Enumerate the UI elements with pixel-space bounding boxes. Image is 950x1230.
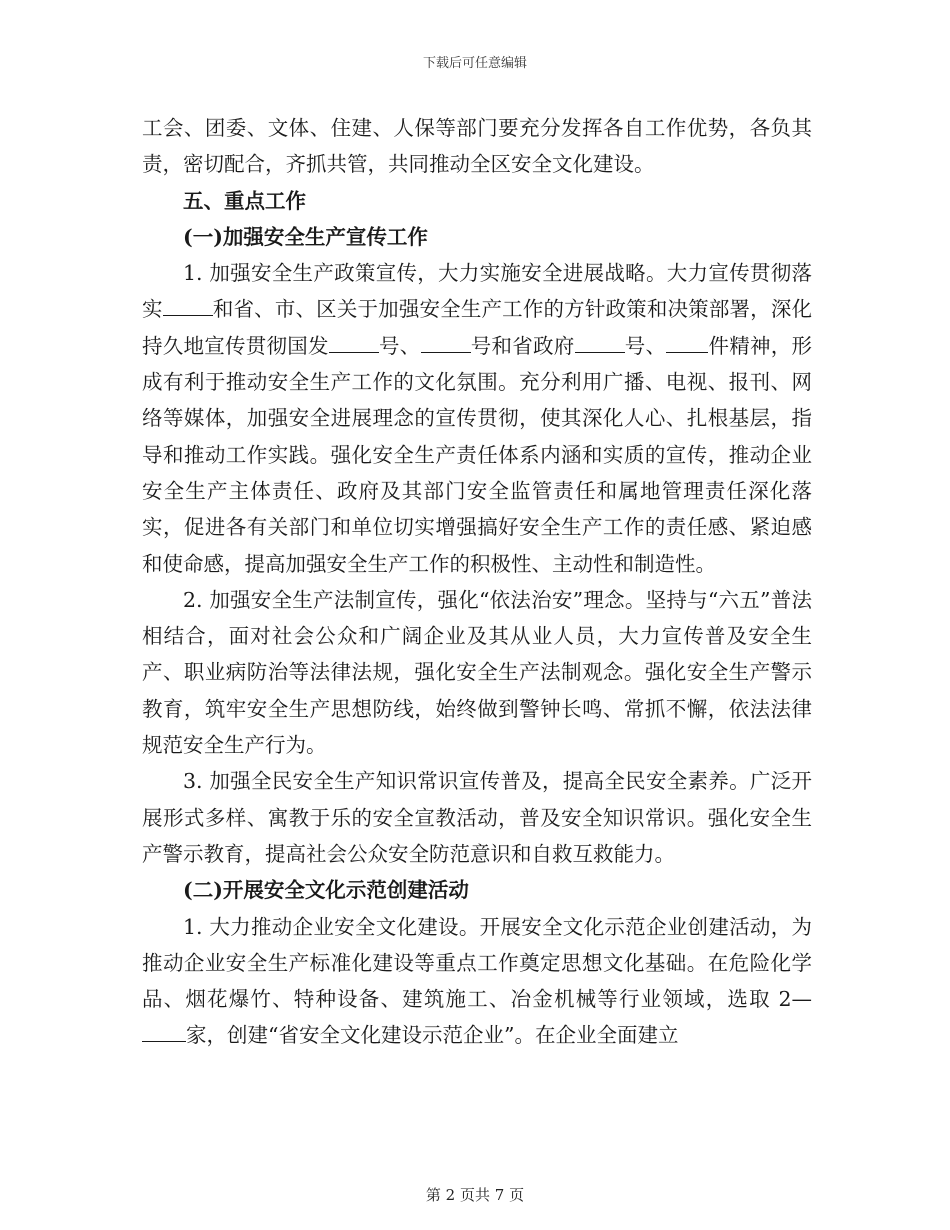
- paragraph-item-4: [142, 909, 812, 1054]
- item4-text-b: 家，创建“省安全文化建设示范企业”。在企业全面建立: [186, 1023, 679, 1048]
- subsection-heading-2: (二)开展安全文化示范创建活动: [183, 878, 469, 903]
- paragraph-item-1: [142, 255, 812, 582]
- item1-text-a: 1. 加强安全生产政策宣传，大力实施安全进展战略。大力宣传贯彻落实: [142, 261, 812, 322]
- item4-text-a: 1. 大力推动企业安全文化建设。开展安全文化示范企业创建活动，为推动企业安全生产标准化建设等重点工作奠定思想文化基础。在危险化学品、烟花爆竹、特种设备、建筑施工、冶金机械等行业领域，选取 2—: [142, 914, 812, 1012]
- paragraph-continuation: 工会、团委、文体、住建、人保等部门要充分发挥各自工作优势，各负其责，密切配合，齐抓共管，共同推动全区安全文化建设。: [142, 116, 812, 177]
- blank-fill: [329, 330, 379, 353]
- page-header: 下载后可任意编辑: [422, 56, 527, 71]
- item1-text-e: 号、: [624, 333, 667, 358]
- blank-fill: [163, 294, 213, 317]
- item1-text-f: 件精神，形成有利于推动安全生产工作的文化氛围。充分利用广播、电视、报刊、网络等媒体，加强安全进展理念的宣传贯彻，使其深化人心、扎根基层，指导和推动工作实践。强化安全生产责任体系内涵和实质的宣传，推动企业安全生产主体责任、政府及其部门安全监管责任和属地管理责任深化落实，促进各有关部门和单位切实增强搞好安全生产工作的责任感、紧迫感和使命感，提高加强安全生产工作的积极性、主动性和制造性。: [142, 333, 812, 576]
- paragraph-item-3: 3. 加强全民安全生产知识常识宣传普及，提高全民安全素养。广泛开展形式多样、寓教于乐的安全宣教活动，普及安全知识常识。强化安全生产警示教育，提高社会公众安全防范意识和自救互救能力。: [142, 769, 812, 866]
- subsection-heading-1: (一)加强安全生产宣传工作: [183, 224, 428, 249]
- item1-text-c: 号、: [378, 333, 421, 358]
- section-heading-5: 五、重点工作: [183, 188, 306, 213]
- blank-fill: [421, 330, 471, 353]
- blank-fill: [575, 330, 625, 353]
- item1-text-d: 号和省政府: [470, 333, 575, 358]
- blank-fill: [142, 1020, 186, 1043]
- document-body: [142, 110, 812, 1054]
- page-footer: 第 2 页共 7 页: [425, 1186, 525, 1204]
- blank-fill: [666, 330, 708, 353]
- item1-text-b: 和省、市、区关于加强安全生产工作的方针政策和决策部署，深化持久地宣传贯彻国发: [142, 297, 813, 358]
- paragraph-item-2: 2. 加强安全生产法制宣传，强化“依法治安”理念。坚持与“六五”普法相结合，面对社会公众和广阔企业及其从业人员，大力宣传普及安全生产、职业病防治等法律法规，强化安全生产法制观念。强化安全生产警示教育，筑牢安全生产思想防线，始终做到警钟长鸣、常抓不懈，依法法律规范安全生产行为。: [142, 587, 812, 758]
